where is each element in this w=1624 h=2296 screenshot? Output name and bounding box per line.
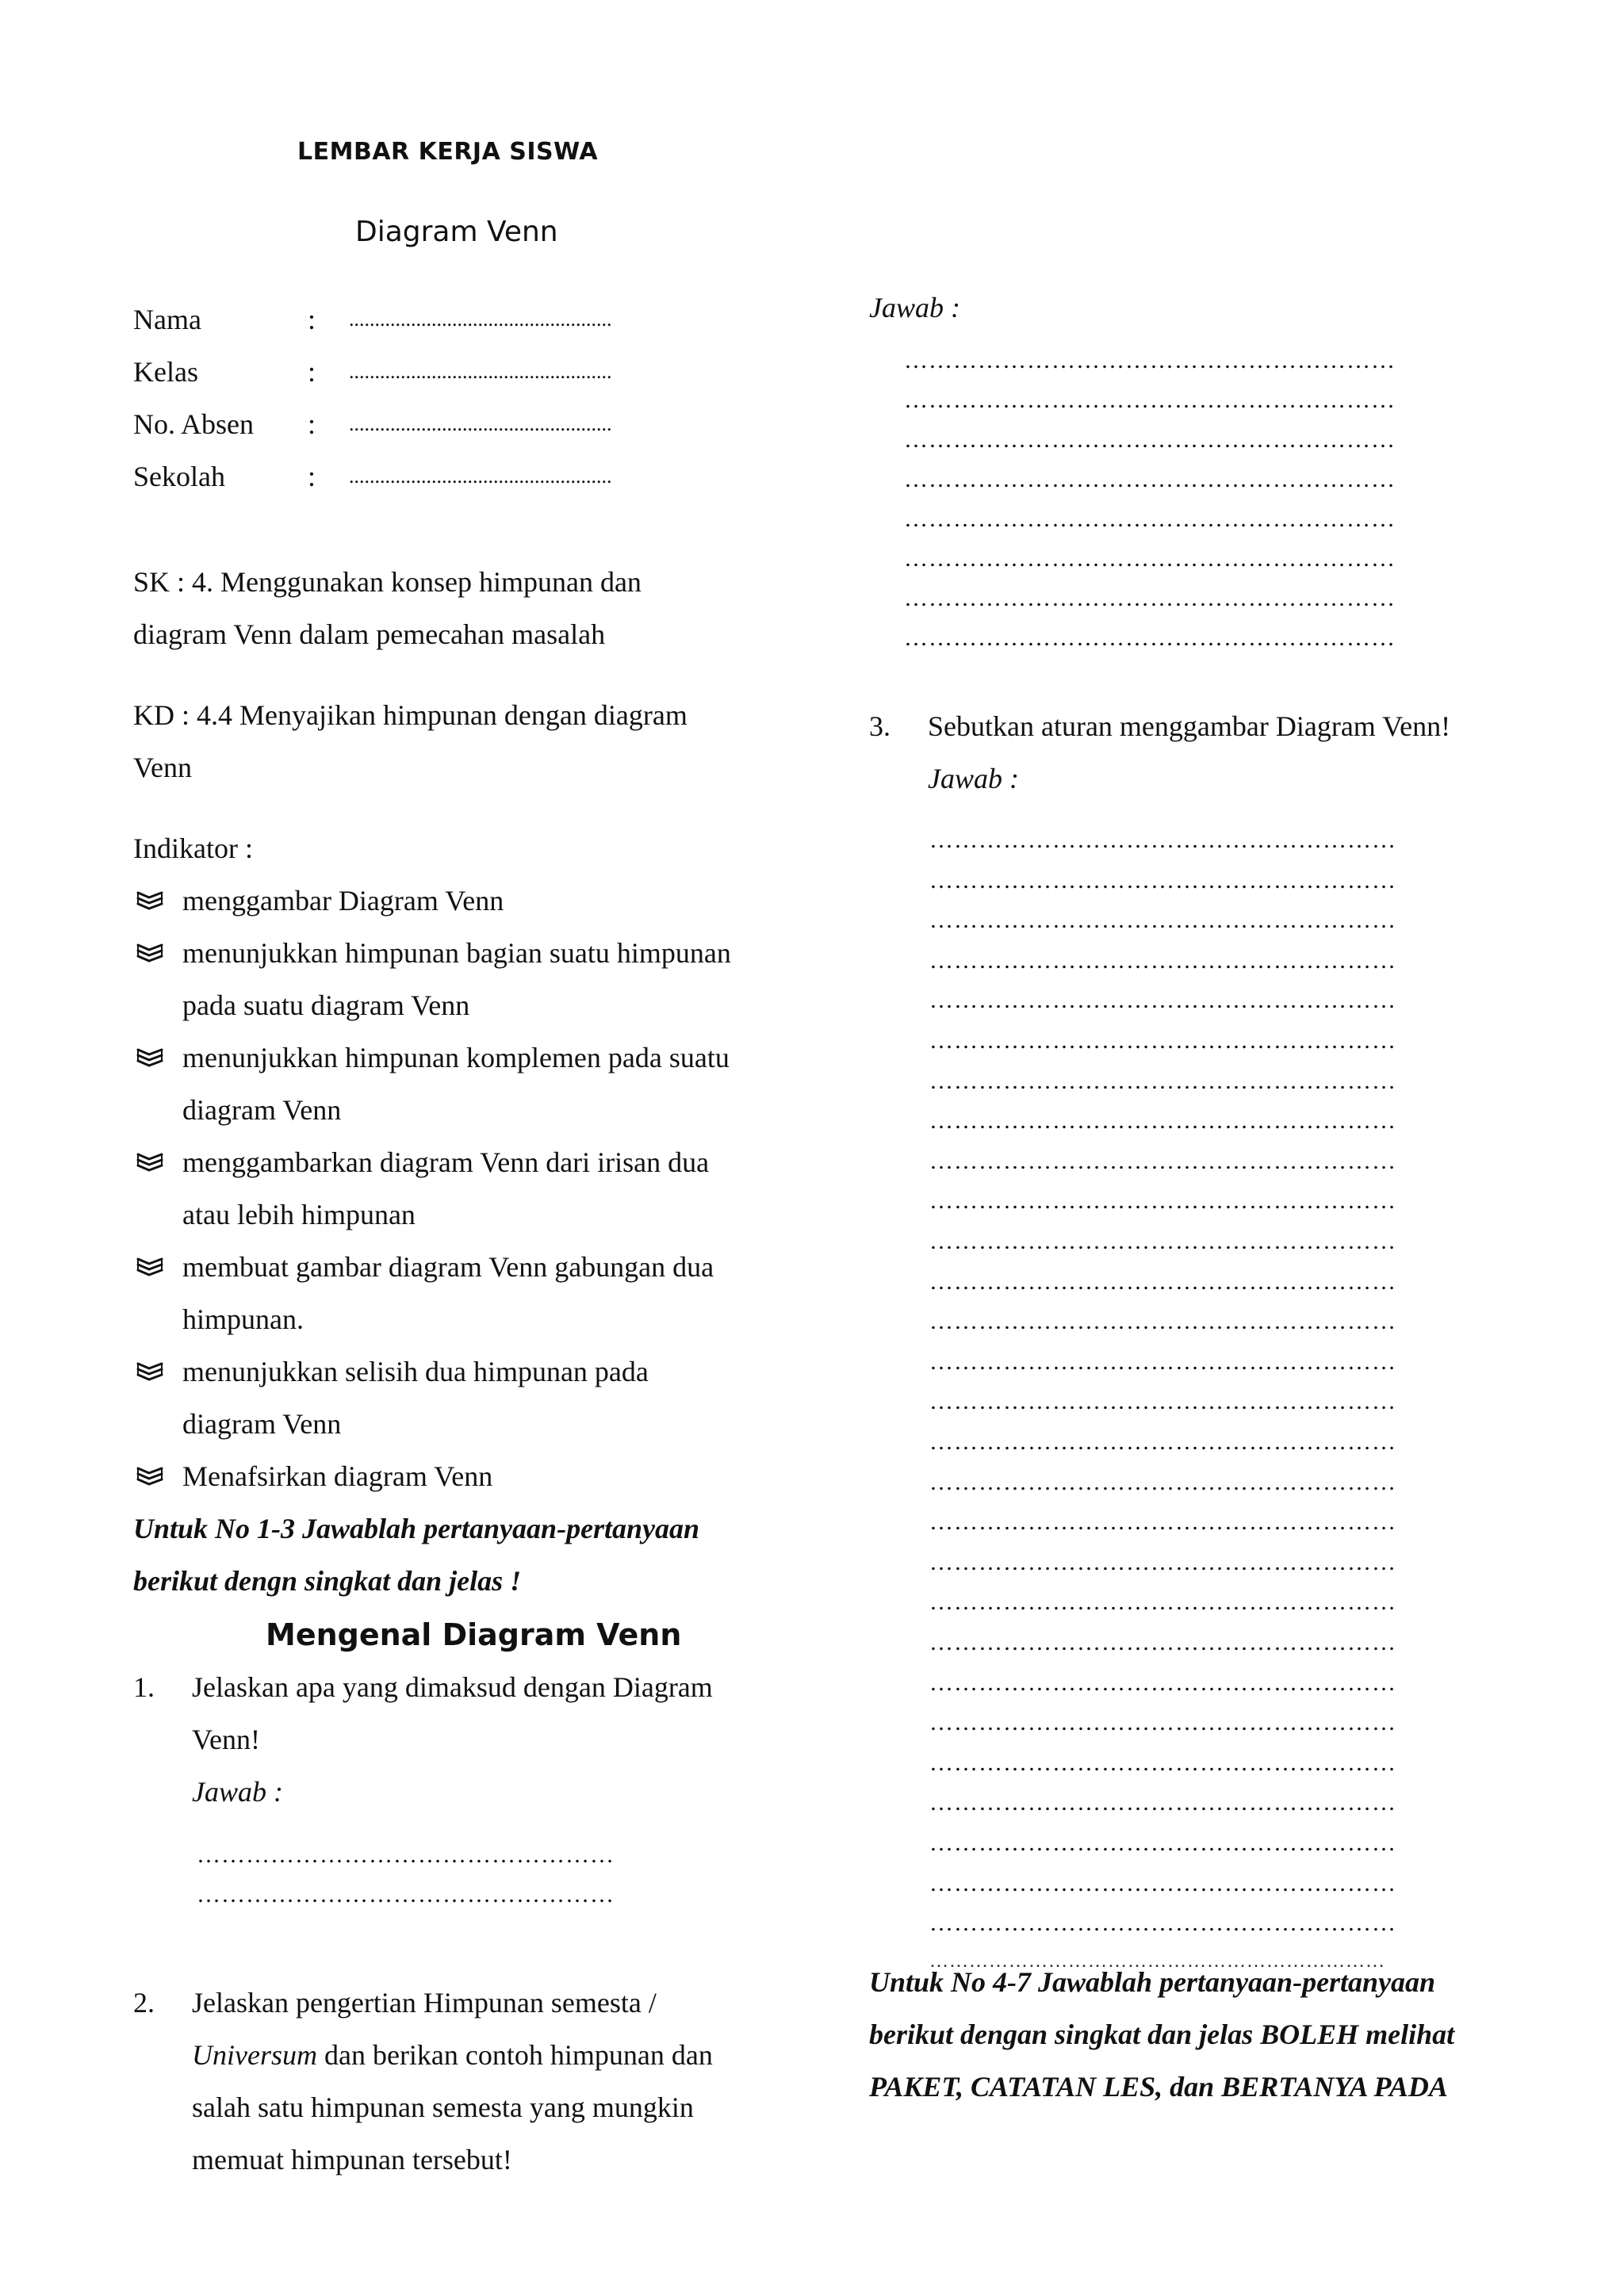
q3-answer-line[interactable]: ………………………………………………… [929,1068,1396,1094]
q2-answer-line[interactable]: …………………………………………………… [904,506,1396,532]
q1-answer-line[interactable]: …………………………………………… [197,1842,615,1868]
q3-answer-line[interactable]: ………………………………………………… [929,1228,1396,1254]
q2-line-3: salah satu himpunan semesta yang mungkin [192,2091,694,2123]
bullet-book-icon [136,942,163,966]
field-value-nama[interactable]: ................................................... [349,308,612,331]
bullet-book-icon [136,1256,163,1280]
indikator-item: menunjukkan selisih dua himpunan pada [182,1356,649,1387]
q2-answer-line[interactable]: …………………………………………………… [904,585,1396,611]
indikator-heading: Indikator : [133,832,253,864]
q3-answer-line[interactable]: ………………………………………………… [929,1670,1396,1696]
indikator-item: atau lebih himpunan [182,1199,416,1230]
q3-answer-line[interactable]: ………………………………………………… [929,827,1396,853]
q1-number: 1. [133,1671,155,1703]
q3-answer-line[interactable]: ………………………………………………… [929,1549,1396,1575]
kd-line-2: Venn [133,752,192,783]
field-label-nama: Nama [133,304,201,335]
q3-answer-line[interactable]: ………………………………………………… [929,1830,1396,1856]
worksheet-title: LEMBAR KERJA SISWA [297,138,599,166]
q2-answer-label: Jawab : [869,292,960,323]
field-label-no-absen: No. Absen [133,408,254,440]
q3-answer-line[interactable]: ………………………………………………… [929,1469,1396,1495]
section-title: Mengenal Diagram Venn [266,1617,682,1652]
q1-line-2: Venn! [192,1724,260,1755]
q3-number: 3. [869,710,891,742]
q2-number: 2. [133,1987,155,2019]
q3-answer-line[interactable]: ………………………………………………… [929,1789,1396,1816]
q3-answer-label: Jawab : [928,763,1019,794]
q3-answer-line[interactable]: ………………………………………………… [929,1027,1396,1054]
q3-answer-line[interactable]: ………………………………………………… [929,1148,1396,1174]
q3-answer-line[interactable]: ………………………………………………… [929,1509,1396,1535]
q3-answer-line[interactable]: ………………………………………………… [929,1269,1396,1295]
q1-line-1: Jelaskan apa yang dimaksud dengan Diagram [192,1671,713,1703]
indikator-item: Menafsirkan diagram Venn [182,1460,493,1492]
q3-answer-line[interactable]: ………………………………………………… [929,1910,1396,1936]
q2-universum: Universum [192,2039,317,2071]
bullet-book-icon [136,1465,163,1489]
bullet-book-icon [136,1151,163,1175]
bullet-book-icon [136,1047,163,1070]
q3-answer-line[interactable]: ………………………………………………… [929,1349,1396,1375]
indikator-item: diagram Venn [182,1408,342,1440]
field-colon: : [308,408,316,440]
q3-answer-line[interactable]: ………………………………………………… [929,1108,1396,1134]
q3-answer-line[interactable]: ………………………………………………… [929,867,1396,894]
q2-answer-line[interactable]: …………………………………………………… [904,427,1396,453]
q2-answer-line[interactable]: …………………………………………………… [904,466,1396,492]
indikator-item: menunjukkan himpunan komplemen pada suatu [182,1042,730,1073]
instruction-1-3-line-1: Untuk No 1-3 Jawablah pertanyaan-pertanyaan [133,1513,700,1544]
field-colon: : [308,356,316,388]
worksheet-subtitle: Diagram Venn [355,216,558,248]
q2-answer-line[interactable]: …………………………………………………… [904,347,1396,373]
q3-answer-line[interactable]: ………………………………………………… [929,1188,1396,1214]
indikator-item: himpunan. [182,1303,304,1335]
field-colon: : [308,304,316,335]
instruction-4-7-line-2: berikut dengan singkat dan jelas BOLEH melihat [869,2019,1455,2050]
indikator-item: menggambar Diagram Venn [182,885,504,916]
q1-answer-line[interactable]: …………………………………………… [197,1881,615,1908]
indikator-item: menunjukkan himpunan bagian suatu himpunan [182,937,731,969]
instruction-4-7-line-1: Untuk No 4-7 Jawablah pertanyaan-pertanyaan [869,1966,1436,1998]
field-value-no-absen[interactable]: ................................................... [349,412,612,435]
q3-answer-line[interactable]: ………………………………………………… [929,947,1396,974]
q3-answer-line[interactable]: ………………………………………………… [929,1870,1396,1896]
q3-answer-line[interactable]: ………………………………………………… [929,1629,1396,1655]
q2-line-2-rest: dan berikan contoh himpunan dan [316,2039,713,2071]
q3-answer-line[interactable]: ………………………………………………… [929,1429,1396,1455]
q1-answer-label: Jawab : [192,1776,283,1808]
q3-answer-line[interactable]: ………………………………………………… [929,1750,1396,1776]
indikator-item: diagram Venn [182,1094,342,1126]
sk-line-2: diagram Venn dalam pemecahan masalah [133,618,606,650]
indikator-item: membuat gambar diagram Venn gabungan dua [182,1251,714,1283]
q3-answer-line[interactable]: ………………………………………………… [929,1308,1396,1334]
field-label-kelas: Kelas [133,356,198,388]
q2-line-4: memuat himpunan tersebut! [192,2144,512,2175]
q3-answer-line[interactable]: ………………………………………………… [929,1388,1396,1414]
instruction-1-3-line-2: berikut dengn singkat dan jelas ! [133,1565,522,1597]
indikator-item: pada suatu diagram Venn [182,989,470,1021]
q2-line-2 [192,2041,713,2069]
bullet-book-icon [136,890,163,913]
q2-line-1: Jelaskan pengertian Himpunan semesta / [192,1987,657,2019]
bullet-book-icon [136,1360,163,1384]
field-value-sekolah[interactable]: ................................................... [349,465,612,488]
field-label-sekolah: Sekolah [133,461,225,492]
field-value-kelas[interactable]: ................................................... [349,360,612,383]
q3-answer-line[interactable]: …………………………………………………………… [929,1951,1385,1972]
q3-text: Sebutkan aturan menggambar Diagram Venn! [928,710,1451,742]
q3-answer-line[interactable]: ………………………………………………… [929,907,1396,933]
q3-answer-line[interactable]: ………………………………………………… [929,1709,1396,1735]
q2-answer-line[interactable]: …………………………………………………… [904,545,1396,572]
q3-answer-line[interactable]: ………………………………………………… [929,987,1396,1013]
q3-answer-line[interactable]: ………………………………………………… [929,1589,1396,1615]
sk-line-1: SK : 4. Menggunakan konsep himpunan dan [133,566,642,598]
q2-answer-line[interactable]: …………………………………………………… [904,387,1396,413]
field-colon: : [308,461,316,492]
q2-answer-line[interactable]: …………………………………………………… [904,625,1396,651]
indikator-item: menggambarkan diagram Venn dari irisan dua [182,1146,710,1178]
instruction-4-7-line-3: PAKET, CATATAN LES, dan BERTANYA PADA [869,2071,1448,2103]
kd-line-1: KD : 4.4 Menyajikan himpunan dengan diagram [133,699,688,731]
